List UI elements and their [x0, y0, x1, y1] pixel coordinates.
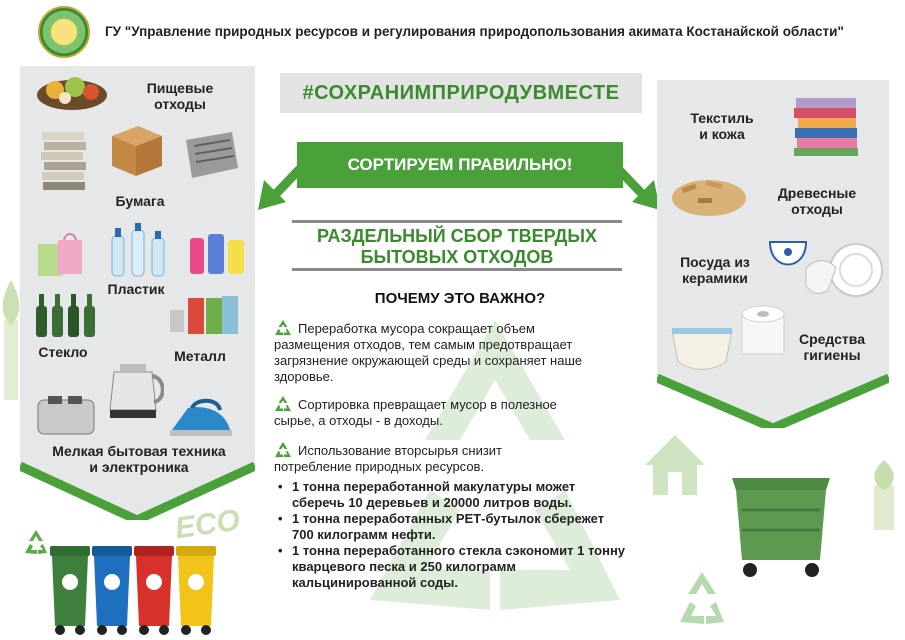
- kettle-icon: [106, 352, 164, 420]
- reason-3: Использование вторсырья снизит потребление природных ресурсов.: [274, 443, 503, 474]
- separate-collection-title: РАЗДЕЛЬНЫЙ СБОР ТВЕРДЫХ БЫТОВЫХ ОТХОДОВ: [317, 226, 597, 267]
- label-glass: Стекло: [38, 344, 88, 360]
- toilet-paper-icon: [738, 304, 788, 360]
- recycle-decor-icon: [672, 568, 732, 628]
- tin-can-icon: [168, 292, 240, 338]
- leaf-decor-right-icon: [860, 460, 905, 530]
- dumpster-icon: [728, 470, 834, 580]
- paper-stack-icon: [40, 128, 88, 194]
- facts-list: [274, 479, 674, 591]
- divider-bottom: [292, 268, 622, 271]
- fact-item: • 1 тонна переработанных РЕТ-бутылок сбережет 700 килограмм нефти.: [274, 511, 674, 543]
- newspaper-icon: [182, 130, 240, 180]
- plastic-bag-icon: [34, 230, 86, 280]
- label-food-waste: Пищевые отходы: [146, 80, 214, 112]
- reason-2: Сортировка превращает мусор в полезное сырье, а отходы - в доходы.: [274, 397, 557, 428]
- textile-icon: [792, 94, 862, 158]
- sort-banner-text: СОРТИРУЕМ ПРАВИЛЬНО!: [347, 155, 573, 174]
- label-metal: Металл: [174, 348, 226, 364]
- label-hygiene: Средства гигиены: [798, 331, 865, 363]
- ceramic-dishes-icon: [766, 228, 884, 306]
- diaper-icon: [670, 322, 734, 372]
- detergent-bottle-icon: [188, 228, 248, 276]
- why-important-title: ПОЧЕМУ ЭТО ВАЖНО?: [374, 290, 546, 307]
- recycle-icon: [274, 320, 292, 336]
- label-plastic: Пластик: [107, 281, 165, 297]
- label-electronics: Мелкая бытовая техника и электроника: [52, 443, 226, 475]
- cardboard-box-icon: [108, 120, 166, 180]
- recycle-icon: [274, 442, 292, 458]
- plastic-bottle-icon: [108, 222, 168, 277]
- label-paper: Бумага: [115, 193, 165, 209]
- toaster-icon: [36, 392, 96, 438]
- wood-chips-icon: [670, 166, 748, 218]
- fact-item: • 1 тонна переработанного стекла сэкономит 1 тонну кварцевого песка и 250 килограмм кальцинированной соды.: [274, 543, 674, 591]
- header-title: ГУ "Управление природных ресурсов и регулирования природопользования акимата Костанайской области": [105, 24, 844, 39]
- recycle-decor-left-icon: [22, 528, 50, 556]
- eco-decor-text: ECO: [172, 503, 242, 546]
- hashtag-title: #СОХРАНИМПРИРОДУВМЕСТЕ: [302, 82, 620, 104]
- right-panel-chevron: [657, 368, 889, 428]
- leaf-decor-icon: [0, 280, 22, 400]
- food-waste-icon: [35, 70, 110, 112]
- fact-item: • 1 тонна переработанной макулатуры может сберечь 10 деревьев и 20000 литров воды.: [274, 479, 674, 511]
- label-ceramics: Посуда из керамики: [680, 254, 750, 286]
- reason-1: Переработка мусора сокращает объем размещения отходов, тем самым предотвращает загрязнение окружающей среды и сохраняет наше здоровье.: [274, 321, 583, 384]
- label-wood: Древесные отходы: [777, 185, 857, 217]
- logo-emblem: [38, 6, 90, 58]
- label-textile: Текстиль и кожа: [690, 110, 754, 142]
- glass-bottle-icon: [34, 292, 98, 338]
- sorting-bins-icon: [48, 540, 220, 636]
- divider-top: [292, 220, 622, 223]
- iron-icon: [170, 396, 236, 438]
- recycle-icon: [274, 396, 292, 412]
